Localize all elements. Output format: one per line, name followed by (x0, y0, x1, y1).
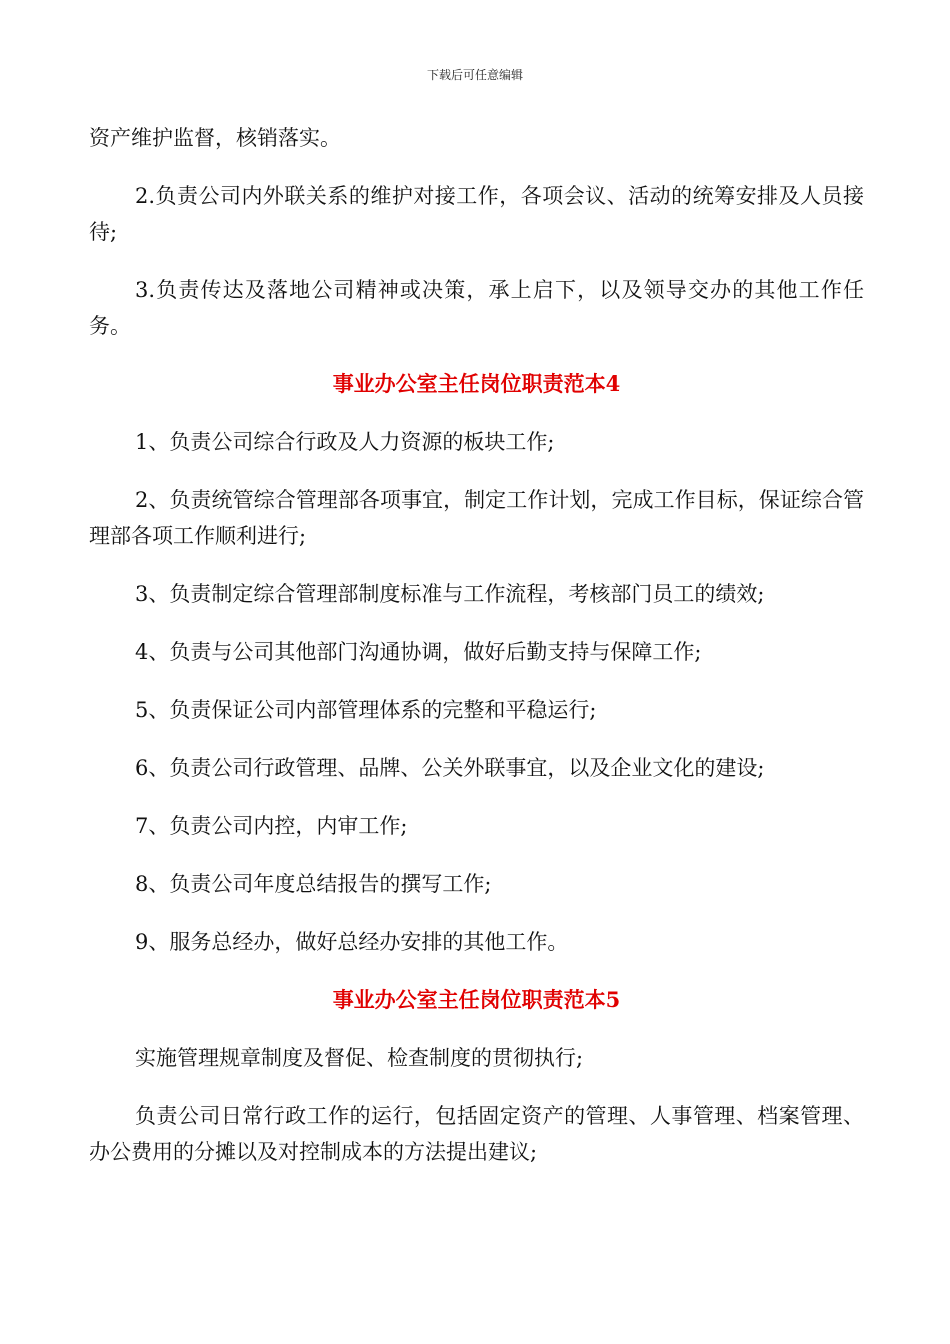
list-item: 6、负责公司行政管理、品牌、公关外联事宜，以及企业文化的建设; (135, 756, 765, 780)
list-item: 3、负责制定综合管理部制度标准与工作流程，考核部门员工的绩效; (135, 582, 765, 606)
page-header-note: 下载后可任意编辑 (426, 68, 523, 82)
paragraph: 负责公司日常行政工作的运行，包括固定资产的管理、人事管理、档案管理、办公费用的分摊以及对控制成本的方法提出建议; (89, 1104, 864, 1164)
list-item: 7、负责公司内控，内审工作; (135, 814, 408, 838)
list-item: 1、负责公司综合行政及人力资源的板块工作; (135, 430, 555, 454)
list-item: 8、负责公司年度总结报告的撰写工作; (135, 872, 492, 896)
list-item: 9、服务总经办，做好总经办安排的其他工作。 (135, 930, 569, 954)
list-item: 5、负责保证公司内部管理体系的完整和平稳运行; (135, 698, 597, 722)
paragraph: 3.负责传达及落地公司精神或决策，承上启下，以及领导交办的其他工作任务。 (89, 278, 864, 338)
list-item: 2、负责统管综合管理部各项事宜，制定工作计划，完成工作目标，保证综合管理部各项工作顺利进行; (89, 488, 864, 548)
paragraph: 资产维护监督，核销落实。 (89, 126, 341, 150)
document-body (89, 120, 864, 1192)
list-item: 4、负责与公司其他部门沟通协调，做好后勤支持与保障工作; (135, 640, 702, 664)
paragraph: 实施管理规章制度及督促、检查制度的贯彻执行; (135, 1046, 584, 1070)
paragraph: 2.负责公司内外联关系的维护对接工作，各项会议、活动的统筹安排及人员接待; (89, 184, 864, 244)
section-heading: 事业办公室主任岗位职责范本5 (332, 987, 621, 1012)
section-heading: 事业办公室主任岗位职责范本4 (332, 371, 621, 396)
